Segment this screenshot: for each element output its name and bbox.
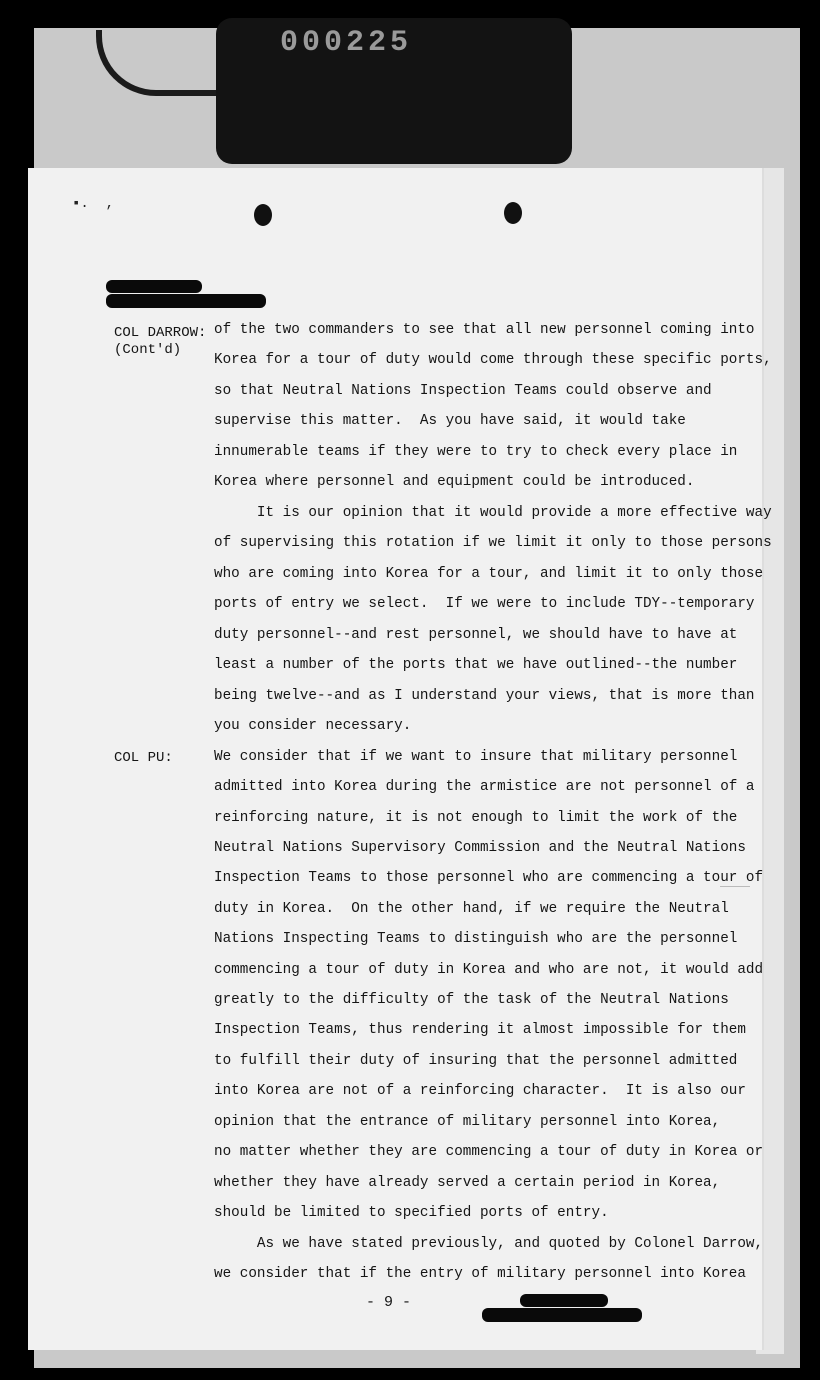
transcript-line: Inspection Teams, thus rendering it almost impossible for them	[214, 1022, 746, 1038]
redaction-bar-footer-top	[520, 1294, 608, 1307]
transcript-line: no matter whether they are commencing a tour of duty in Korea or	[214, 1144, 764, 1160]
transcript-line: should be limited to specified ports of entry.	[214, 1205, 609, 1221]
transcript-line: opinion that the entrance of military personnel into Korea,	[214, 1114, 721, 1130]
transcript-line: whether they have already served a certain period in Korea,	[214, 1175, 721, 1191]
transcript-line: being twelve--and as I understand your views, that is more than	[214, 688, 755, 704]
transcript-line: duty in Korea. On the other hand, if we require the Neutral	[214, 901, 729, 917]
redaction-bar-footer	[482, 1308, 642, 1322]
transcript-line: ports of entry we select. If we were to include TDY--temporary	[214, 596, 755, 612]
transcript-line: duty personnel--and rest personnel, we should have to have at	[214, 627, 738, 643]
speaker-contd: (Cont'd)	[114, 342, 182, 358]
frame-number-stamp: 000225	[280, 26, 413, 60]
transcript-line: commencing a tour of duty in Korea and who are not, it would add	[214, 962, 764, 978]
transcript-line: It is our opinion that it would provide a more effective way	[214, 505, 772, 521]
page-number: - 9 -	[366, 1294, 412, 1311]
transcript-line: Korea for a tour of duty would come through these specific ports,	[214, 352, 772, 368]
transcript-line: of the two commanders to see that all new personnel coming into	[214, 322, 755, 338]
transcript-line: greatly to the difficulty of the task of the Neutral Nations	[214, 992, 729, 1008]
redaction-bar-header	[106, 294, 266, 308]
transcript-line: Neutral Nations Supervisory Commission and the Neutral Nations	[214, 840, 746, 856]
transcript-line: We consider that if we want to insure that military personnel	[214, 749, 738, 765]
transcript-line: innumerable teams if they were to try to check every place in	[214, 444, 738, 460]
transcript-line: you consider necessary.	[214, 718, 412, 734]
punch-hole-right	[504, 202, 522, 224]
transcript-line: Inspection Teams to those personnel who are commencing a tour of	[214, 870, 764, 886]
transcript-line: admitted into Korea during the armistice are not personnel of a	[214, 779, 755, 795]
transcript-line: Nations Inspecting Teams to distinguish who are the personnel	[214, 931, 738, 947]
corner-mark: ▪︎. ,	[72, 196, 115, 212]
transcript-line: least a number of the ports that we have outlined--the number	[214, 657, 738, 673]
speaker-darrow: COL DARROW:	[114, 325, 207, 341]
transcript-line: into Korea are not of a reinforcing character. It is also our	[214, 1083, 746, 1099]
transcript-line: who are coming into Korea for a tour, and limit it to only those	[214, 566, 764, 582]
margin-smudge	[720, 886, 750, 887]
transcript-line: we consider that if the entry of military personnel into Korea	[214, 1266, 746, 1282]
speaker-pu: COL PU:	[114, 750, 173, 766]
redaction-bar-top	[106, 280, 202, 293]
transcript-line: so that Neutral Nations Inspection Teams could observe and	[214, 383, 712, 399]
transcript-line: of supervising this rotation if we limit it only to those persons	[214, 535, 772, 551]
transcript-line: to fulfill their duty of insuring that the personnel admitted	[214, 1053, 738, 1069]
transcript-line: Korea where personnel and equipment could be introduced.	[214, 474, 695, 490]
transcript-line: supervise this matter. As you have said, it would take	[214, 413, 686, 429]
transcript-line: As we have stated previously, and quoted by Colonel Darrow,	[214, 1236, 764, 1252]
punch-hole-left	[254, 204, 272, 226]
transcript-line: reinforcing nature, it is not enough to limit the work of the	[214, 810, 738, 826]
